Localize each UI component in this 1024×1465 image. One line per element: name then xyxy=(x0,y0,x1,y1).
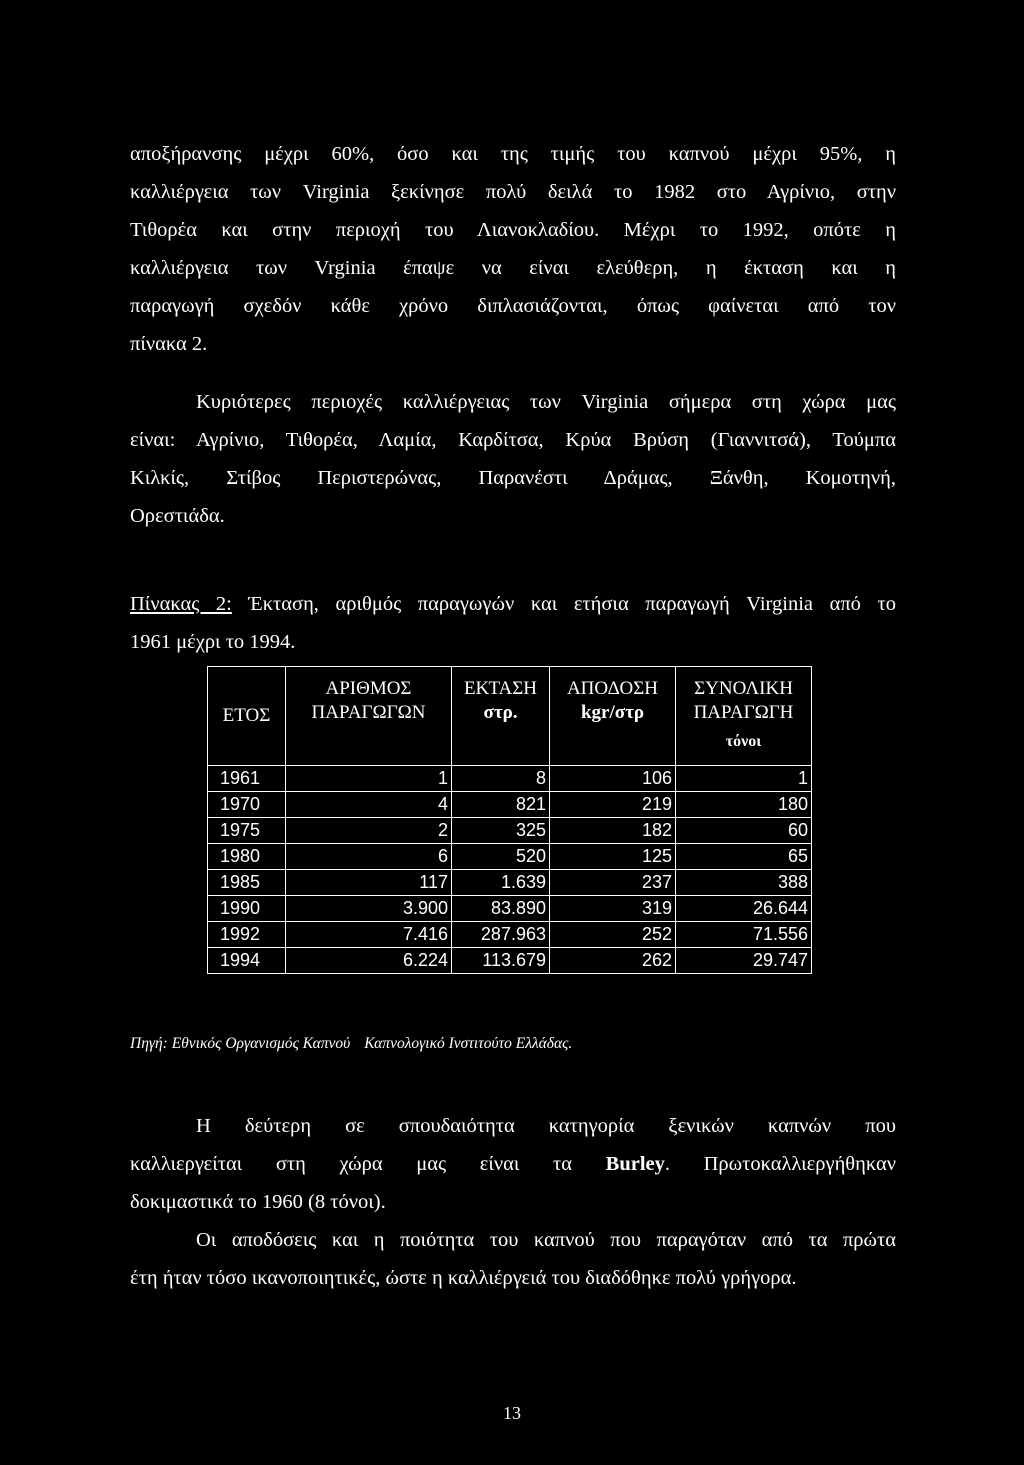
cell-area: 287.963 xyxy=(452,922,550,948)
text-fragment: . Πρωτοκαλλιεργήθηκαν xyxy=(664,1153,896,1175)
cell-year: 1990 xyxy=(208,896,286,922)
text-line: Οι αποδόσεις και η ποιότητα του καπνού που παραγόταν από τα πρώτα xyxy=(196,1229,896,1251)
caption-text-line2: 1961 μέχρι το 1994. xyxy=(130,631,296,653)
cell-total: 26.644 xyxy=(676,896,812,922)
cell-year: 1985 xyxy=(208,870,286,896)
cell-yield: 319 xyxy=(550,896,676,922)
table-caption xyxy=(130,585,896,661)
cell-area: 325 xyxy=(452,818,550,844)
header-producers: ΑΡΙΘΜΟΣ ΠΑΡΑΓΩΓΩΝ xyxy=(286,667,452,766)
cell-yield: 219 xyxy=(550,792,676,818)
text-line: είναι: Αγρίνιο, Τιθορέα, Λαμία, Καρδίτσα, Κρύα Βρύση (Γιαννιτσά), Τούμπα xyxy=(130,429,896,451)
paragraph-yields xyxy=(130,1221,896,1297)
header-total-production: ΣΥΝΟΛΙΚΗ ΠΑΡΑΓΩΓΗ τόνοι xyxy=(676,667,812,766)
cell-total: 388 xyxy=(676,870,812,896)
cell-producers: 117 xyxy=(286,870,452,896)
text-fragment: καλλιεργείται στη χώρα μας είναι τα xyxy=(130,1153,606,1175)
paragraph-virginia-history xyxy=(130,135,896,363)
caption-label: Πίνακας 2: xyxy=(130,593,232,615)
paragraph-cultivation-regions xyxy=(130,383,896,535)
cell-producers: 6.224 xyxy=(286,948,452,974)
cell-producers: 3.900 xyxy=(286,896,452,922)
text-line: παραγωγή σχεδόν κάθε χρόνο διπλασιάζονται, όπως φαίνεται από τον xyxy=(130,295,896,317)
cell-total: 71.556 xyxy=(676,922,812,948)
cell-year: 1961 xyxy=(208,766,286,792)
table-row xyxy=(208,948,812,974)
table-row xyxy=(208,792,812,818)
text-line: Τιθορέα και στην περιοχή του Λιανοκλαδίου. Μέχρι το 1992, οπότε η xyxy=(130,219,896,241)
text-line: Κιλκίς, Στίβος Περιστερώνας, Παρανέστι Δράμας, Ξάνθη, Κομοτηνή, xyxy=(130,467,896,489)
source-text: Πηγή: Εθνικός Οργανισμός Καπνού xyxy=(130,1035,351,1052)
table-row xyxy=(208,922,812,948)
table-row xyxy=(208,870,812,896)
cell-producers: 1 xyxy=(286,766,452,792)
table-header-row xyxy=(208,667,812,766)
burley-term: Burley xyxy=(605,1153,665,1175)
caption-text: Έκταση, αριθμός παραγωγών και ετήσια παραγωγή Virginia από το xyxy=(248,593,897,615)
page-number: 13 xyxy=(503,1403,521,1423)
cell-area: 520 xyxy=(452,844,550,870)
table-body xyxy=(208,766,812,974)
cell-area: 1.639 xyxy=(452,870,550,896)
cell-yield: 252 xyxy=(550,922,676,948)
cell-producers: 6 xyxy=(286,844,452,870)
cell-area: 113.679 xyxy=(452,948,550,974)
text-line: καλλιέργεια των Vrginia έπαψε να είναι ελεύθερη, η έκταση και η xyxy=(130,257,896,279)
text-line: έτη ήταν τόσο ικανοποιητικές, ώστε η καλλιέργειά του διαδόθηκε πολύ γρήγορα. xyxy=(130,1267,797,1289)
table-source xyxy=(130,1035,572,1053)
paragraph-burley xyxy=(130,1107,896,1221)
cell-area: 821 xyxy=(452,792,550,818)
text-line: Κυριότερες περιοχές καλλιέργειας των Virginia σήμερα στη χώρα μας xyxy=(196,391,896,413)
cell-producers: 4 xyxy=(286,792,452,818)
cell-producers: 7.416 xyxy=(286,922,452,948)
cell-total: 29.747 xyxy=(676,948,812,974)
cell-yield: 106 xyxy=(550,766,676,792)
cell-yield: 262 xyxy=(550,948,676,974)
cell-area: 83.890 xyxy=(452,896,550,922)
cell-year: 1980 xyxy=(208,844,286,870)
source-text-institute: Καπνολογικό Ινστιτούτο Ελλάδας. xyxy=(364,1035,573,1052)
header-yield: ΑΠΟΔΟΣΗ kgr/στρ xyxy=(550,667,676,766)
cell-year: 1970 xyxy=(208,792,286,818)
text-line: Ορεστιάδα. xyxy=(130,505,225,527)
cell-total: 65 xyxy=(676,844,812,870)
table-row xyxy=(208,818,812,844)
text-line: καλλιέργεια των Virginia ξεκίνησε πολύ δειλά το 1982 στο Αγρίνιο, στην xyxy=(130,181,896,203)
text-line: πίνακα 2. xyxy=(130,333,208,355)
text-line: δοκιμαστικά το 1960 (8 τόνοι). xyxy=(130,1191,386,1213)
virginia-production-table xyxy=(207,666,812,974)
cell-year: 1992 xyxy=(208,922,286,948)
cell-year: 1975 xyxy=(208,818,286,844)
text-line: Η δεύτερη σε σπουδαιότητα κατηγορία ξενικών καπνών που xyxy=(196,1115,896,1137)
cell-year: 1994 xyxy=(208,948,286,974)
cell-yield: 182 xyxy=(550,818,676,844)
cell-area: 8 xyxy=(452,766,550,792)
table-row xyxy=(208,766,812,792)
text-line: αποξήρανσης μέχρι 60%, όσο και της τιμής του καπνού μέχρι 95%, η xyxy=(130,143,896,165)
cell-total: 180 xyxy=(676,792,812,818)
table-row xyxy=(208,844,812,870)
cell-total: 1 xyxy=(676,766,812,792)
cell-total: 60 xyxy=(676,818,812,844)
header-year: ΕΤΟΣ xyxy=(208,667,286,766)
cell-yield: 237 xyxy=(550,870,676,896)
table-row xyxy=(208,896,812,922)
header-area: ΕΚΤΑΣΗ στρ. xyxy=(452,667,550,766)
cell-producers: 2 xyxy=(286,818,452,844)
cell-yield: 125 xyxy=(550,844,676,870)
